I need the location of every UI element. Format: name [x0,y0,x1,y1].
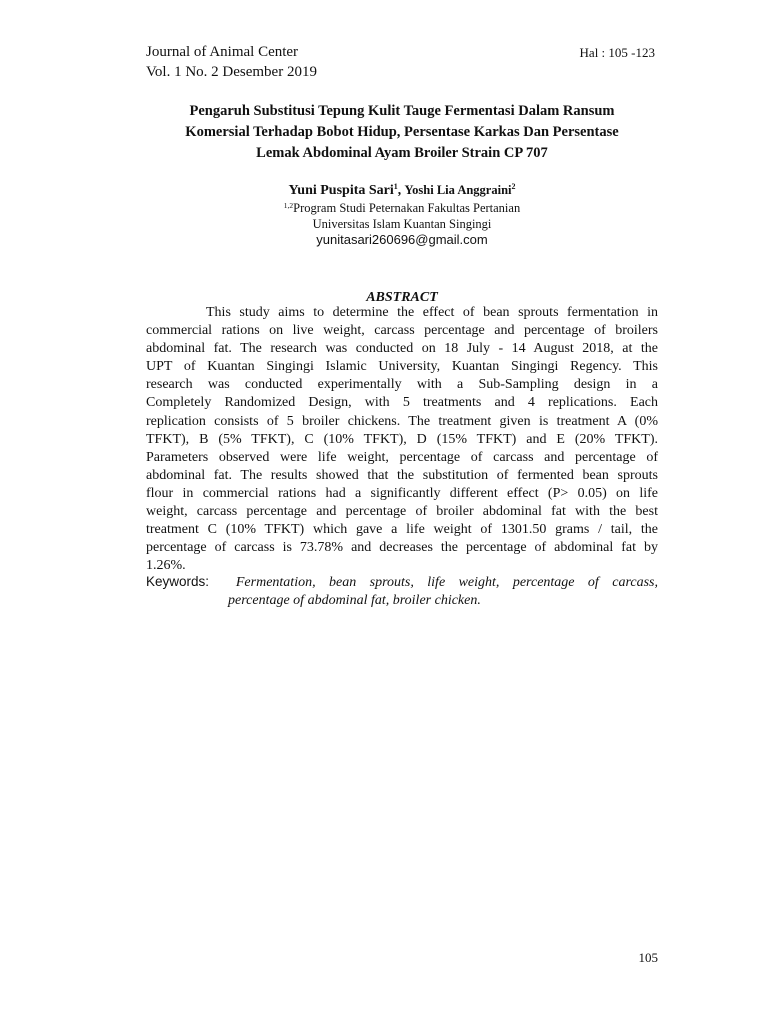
affiliation-mark: 1,2 [283,201,294,210]
abstract-heading: ABSTRACT [366,290,438,305]
author-email: yunitasari260696@gmail.com [316,232,488,247]
abstract-line: 1.26%. [146,558,186,574]
page-number: 105 [638,950,658,965]
title-line: Pengaruh Substitusi Tepung Kulit Tauge Fermentasi Dalam Ransum [189,103,615,119]
page-range: Hal : 105 -123 [579,45,655,60]
paper-title [146,101,658,164]
abstract-line: abdominal fat. The results showed that the substitution of fermented bean sprouts [146,467,658,483]
abstract-line: research was conducted experimentally with a Sub-Sampling design in a [146,377,658,393]
author-affiliation-mark: 2 [511,182,516,191]
keywords [146,573,658,610]
author-name: Yuni Puspita Sari [288,183,394,198]
keywords-list: Fermentation, bean sprouts, life weight, percentage of carcass, [235,575,658,590]
author-separator: , [397,182,405,197]
affiliation [146,198,658,232]
journal-volume: Vol. 1 No. 2 Desember 2019 [146,64,317,80]
author-name: Yoshi Lia Anggraini [404,183,512,197]
author-affiliation-mark: 1 [393,182,398,191]
abstract-line: commercial rations on live weight, carcass percentage and percentage of broilers [146,323,658,339]
abstract-line: This study aims to determine the effect of bean sprouts fermentation in [206,305,658,320]
abstract-line: abdominal fat. The research was conducted on 18 July - 14 August 2018, at the [146,341,658,357]
abstract-line: treatment C (10% TFKT) which gave a life weight of 1301.50 grams / tail, the [146,522,658,538]
title-line: Komersial Terhadap Bobot Hidup, Persentase Karkas Dan Persentase [185,124,619,140]
affiliation-department: Program Studi Peternakan Fakultas Pertanian [293,201,521,215]
abstract-line: replication consists of 5 broiler chickens. The treatment given is treatment A (0% [146,413,658,429]
journal-header [146,42,317,82]
abstract-line: flour in commercial rations had a significantly different effect (P> 0.05) on life [146,485,658,501]
abstract-line: weight, carcass percentage and percentage of broiler abdominal fat with the best [146,504,658,520]
author-list [146,178,658,200]
abstract-line: TFKT), B (5% TFKT), C (10% TFKT), D (15% TFKT) and E (20% TFKT). [146,431,658,447]
abstract-line: Parameters observed were life weight, percentage of carcass and percentage of [146,449,658,465]
abstract-line: Completely Randomized Design, with 5 treatments and 4 replications. Each [146,395,658,411]
keywords-list-continued: percentage of abdominal fat, broiler chicken. [228,593,481,608]
abstract-line: percentage of carcass is 73.78% and decreases the percentage of abdominal fat by [146,540,658,556]
affiliation-university: Universitas Islam Kuantan Singingi [312,217,492,231]
abstract-body [146,304,658,575]
journal-name: Journal of Animal Center [146,44,299,60]
keywords-label: Keywords: [146,574,210,589]
abstract-line: UPT of Kuantan Singingi Islamic University, Kuantan Singingi Regency. This [146,359,658,375]
title-line: Lemak Abdominal Ayam Broiler Strain CP 707 [256,145,548,161]
